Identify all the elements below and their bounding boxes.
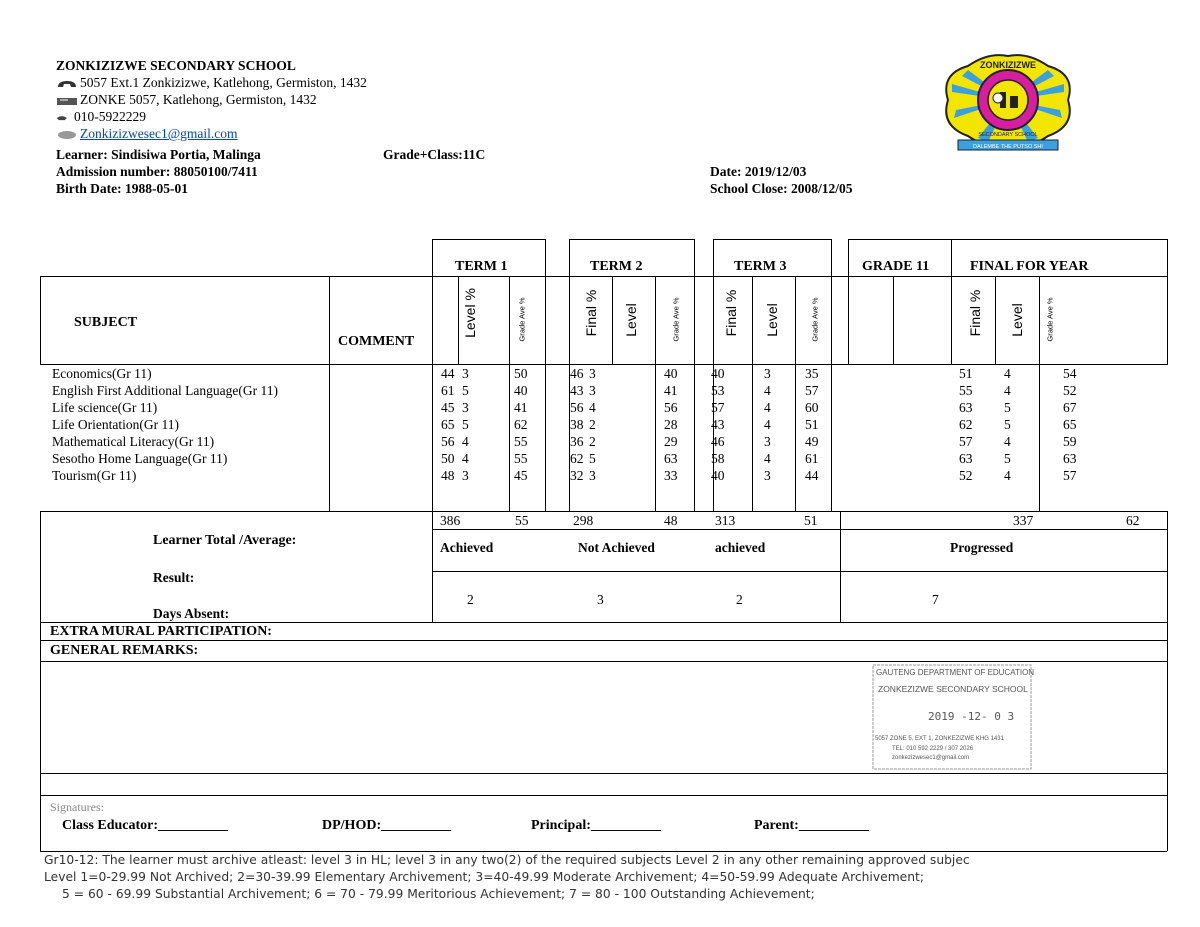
t1-total: 386	[440, 513, 461, 528]
t2-score: 56	[570, 400, 584, 415]
fy-grade-ave: 63	[1063, 451, 1077, 466]
term3-grade-ave-header: Grade Ave %	[810, 297, 820, 342]
stamp-line2: ZONKEZIZWE SECONDARY SCHOOL	[878, 684, 1028, 694]
general-remarks-label: GENERAL REMARKS:	[50, 643, 199, 658]
t1-grade-ave: 40	[514, 383, 528, 398]
principal-signature[interactable]: Principal:__________	[531, 818, 661, 833]
term3-final-pct-header: Final %	[723, 289, 739, 337]
t3-score: 53	[711, 383, 725, 398]
logo-text-top: ZONKIZIZWE	[980, 60, 1036, 70]
footer-line2: Level 1=0-29.99 Not Archived; 2=30-39.99 Elementary Archivement; 3=40-49.99 Moderate Archivement; 4=50-59.99 Adequate Archivement;	[44, 870, 924, 884]
footer-line3: 5 = 60 - 69.99 Substantial Archivement; 6 = 70 - 79.99 Meritorious Achievement; 7 = 80 - 100 Outstanding Achievement;	[62, 887, 815, 901]
grade11-header: GRADE 11	[862, 259, 930, 274]
t2-grade-ave: 40	[664, 366, 678, 381]
t3-score: 46	[711, 434, 725, 449]
fy-level: 4	[1004, 383, 1011, 398]
t3-grade-ave: 44	[805, 468, 819, 483]
t3-total: 313	[715, 513, 736, 528]
final-grade-ave-header: Grade Ave %	[1045, 297, 1055, 342]
t3-grade-ave: 57	[805, 383, 819, 398]
fy-grade-ave: 65	[1063, 417, 1077, 432]
t2-level: 3	[589, 468, 596, 483]
stamp-line6: zonkezizwesec1@gmail.com	[892, 755, 970, 761]
extra-mural-label: EXTRA MURAL PARTICIPATION:	[50, 624, 272, 639]
t2-average: 48	[664, 513, 678, 528]
t1-grade-ave: 55	[514, 434, 528, 449]
t2-level: 5	[589, 451, 596, 466]
fy-level: 5	[1004, 417, 1011, 432]
fy-level: 5	[1004, 400, 1011, 415]
grade-class: Grade+Class:11C	[383, 147, 486, 162]
t1-score: 56	[441, 434, 455, 449]
t1-grade-ave: 45	[514, 468, 528, 483]
subject-name: Mathematical Literacy(Gr 11)	[52, 434, 215, 449]
t1-grade-ave: 55	[514, 451, 528, 466]
letterhead	[56, 57, 367, 142]
fy-score: 63	[959, 400, 973, 415]
t3-result: achieved	[715, 540, 766, 555]
t2-score: 36	[570, 434, 584, 449]
t2-grade-ave: 28	[664, 417, 678, 432]
fy-score: 63	[959, 451, 973, 466]
term3-level-header: Level	[764, 303, 780, 337]
t2-total: 298	[573, 513, 594, 528]
days-absent-label: Days Absent:	[153, 606, 230, 621]
subject-header: SUBJECT	[74, 315, 138, 330]
t3-level: 4	[764, 383, 771, 398]
t2-grade-ave: 56	[664, 400, 678, 415]
birth-date: Birth Date: 1988-05-01	[56, 181, 188, 196]
fy-grade-ave: 57	[1063, 468, 1077, 483]
t2-level: 2	[589, 417, 596, 432]
t2-grade-ave: 33	[664, 468, 678, 483]
term3-header: TERM 3	[734, 259, 787, 274]
result-label: Result:	[153, 570, 195, 585]
footer-line1: Gr10-12: The learner must archive atleast: level 3 in HL; level 3 in any two(2) of the required subjects Level 2 in any other remaining approved subjec	[44, 853, 970, 867]
t3-average: 51	[804, 513, 818, 528]
fy-result: Progressed	[950, 540, 1014, 555]
term1-header: TERM 1	[455, 259, 508, 274]
t1-average: 55	[515, 513, 529, 528]
school-logo	[938, 44, 1078, 156]
fy-score: 62	[959, 417, 973, 432]
t3-grade-ave: 61	[805, 451, 819, 466]
subject-name: Tourism(Gr 11)	[52, 468, 137, 483]
t1-days-absent: 2	[467, 592, 474, 607]
t2-score: 38	[570, 417, 584, 432]
fy-score: 51	[959, 366, 973, 381]
final-pct-header: Final %	[967, 289, 983, 337]
t1-result: Achieved	[440, 540, 494, 555]
class-educator-signature[interactable]: Class Educator:__________	[62, 818, 229, 833]
term2-final-pct-header: Final %	[583, 289, 599, 337]
t3-level: 4	[764, 417, 771, 432]
fy-level: 4	[1004, 366, 1011, 381]
email-link[interactable]: Zonkizizwesec1@gmail.com	[80, 126, 238, 141]
t1-grade-ave: 41	[514, 400, 528, 415]
comment-header: COMMENT	[338, 334, 415, 349]
t1-score: 44	[441, 366, 455, 381]
final-level-header: Level	[1009, 303, 1025, 337]
report-date: Date: 2019/12/03	[710, 164, 807, 179]
t1-score: 65	[441, 417, 455, 432]
subject-name: Economics(Gr 11)	[52, 366, 152, 381]
subject-name: Life Orientation(Gr 11)	[52, 417, 179, 432]
term2-header: TERM 2	[590, 259, 643, 274]
postal-text: ZONKE 5057, Katlehong, Germiston, 1432	[80, 92, 317, 107]
fy-days-absent: 7	[932, 592, 939, 607]
t1-score: 61	[441, 383, 455, 398]
term2-grade-ave-header: Grade Ave %	[671, 297, 681, 342]
fy-score: 52	[959, 468, 973, 483]
t2-grade-ave: 29	[664, 434, 678, 449]
t1-grade-ave: 62	[514, 417, 528, 432]
t3-score: 58	[711, 451, 725, 466]
phone-icon	[56, 79, 78, 89]
fy-level: 4	[1004, 434, 1011, 449]
phone-text: 010-5922229	[74, 109, 146, 124]
t2-level: 3	[589, 383, 596, 398]
fy-score: 57	[959, 434, 973, 449]
t2-score: 43	[570, 383, 584, 398]
fy-total: 337	[1013, 513, 1034, 528]
address-line	[56, 74, 367, 91]
t1-level: 3	[462, 400, 469, 415]
postal-line	[56, 91, 367, 108]
fy-grade-ave: 52	[1063, 383, 1077, 398]
fy-grade-ave: 67	[1063, 400, 1077, 415]
stamp-line5: TEL: 010 592 2229 / 307 2026	[892, 746, 974, 752]
fy-level: 4	[1004, 468, 1011, 483]
phone-line	[56, 108, 367, 125]
stamp-line1: GAUTENG DEPARTMENT OF EDUCATION	[876, 668, 1035, 677]
term1-level-pct-header: Level %	[462, 288, 478, 338]
t3-level: 4	[764, 451, 771, 466]
telephone-icon	[56, 113, 72, 123]
term2-level-header: Level	[623, 303, 639, 337]
address-text: 5057 Ext.1 Zonkizizwe, Katlehong, Germiston, 1432	[80, 75, 367, 90]
stamp-date: 2019 -12- 0 3	[928, 710, 1015, 723]
t3-grade-ave: 51	[805, 417, 819, 432]
fy-grade-ave: 54	[1063, 366, 1077, 381]
t1-level: 5	[462, 417, 469, 432]
t2-score: 62	[570, 451, 584, 466]
t2-level: 4	[589, 400, 596, 415]
t3-grade-ave: 49	[805, 434, 819, 449]
t1-level: 4	[462, 434, 469, 449]
t1-score: 50	[441, 451, 455, 466]
learner-name: Learner: Sindisiwa Portia, Malinga	[56, 147, 261, 162]
t1-level: 3	[462, 468, 469, 483]
t3-level: 3	[764, 434, 771, 449]
t2-level: 2	[589, 434, 596, 449]
t2-level: 3	[589, 366, 596, 381]
learner-total-label: Learner Total /Average:	[153, 533, 297, 548]
email-line	[56, 125, 367, 142]
subject-name: Sesotho Home Language(Gr 11)	[52, 451, 228, 466]
t2-days-absent: 3	[597, 592, 604, 607]
subject-name: Life science(Gr 11)	[52, 400, 158, 415]
t2-result: Not Achieved	[578, 540, 655, 555]
t1-level: 5	[462, 383, 469, 398]
t3-score: 57	[711, 400, 725, 415]
t3-level: 3	[764, 468, 771, 483]
term1-grade-ave-header: Grade Ave %	[517, 297, 527, 342]
school-name: ZONKIZIZWE SECONDARY SCHOOL	[56, 58, 296, 73]
logo-text-mid: SECONDARY SCHOOL	[978, 132, 1038, 138]
admission-number: Admission number: 88050100/7411	[56, 164, 258, 179]
t3-score: 40	[711, 366, 725, 381]
subject-name: English First Additional Language(Gr 11)	[52, 383, 278, 398]
t3-grade-ave: 35	[805, 366, 819, 381]
fy-score: 55	[959, 383, 973, 398]
logo-text-bottom: DALEMBE THE PUTSO SHI	[973, 144, 1043, 150]
t3-score: 40	[711, 468, 725, 483]
t2-score: 32	[570, 468, 584, 483]
fy-grade-ave: 59	[1063, 434, 1077, 449]
final-year-header: FINAL FOR YEAR	[970, 259, 1089, 274]
dp-hod-signature[interactable]: DP/HOD:__________	[322, 818, 452, 833]
t1-score: 48	[441, 468, 455, 483]
t1-level: 3	[462, 366, 469, 381]
t3-grade-ave: 60	[805, 400, 819, 415]
fy-level: 5	[1004, 451, 1011, 466]
t1-score: 45	[441, 400, 455, 415]
signatures-title: Signatures:	[50, 800, 104, 814]
fy-average: 62	[1126, 513, 1140, 528]
parent-signature[interactable]: Parent:__________	[754, 818, 869, 833]
t3-level: 4	[764, 400, 771, 415]
school-close: School Close: 2008/12/05	[710, 181, 853, 196]
t3-days-absent: 2	[736, 592, 743, 607]
t2-grade-ave: 41	[664, 383, 678, 398]
mouse-icon	[56, 130, 78, 140]
school-stamp	[872, 664, 1035, 770]
t2-score: 46	[570, 366, 584, 381]
fax-icon	[56, 96, 78, 106]
t1-level: 4	[462, 451, 469, 466]
t2-grade-ave: 63	[664, 451, 678, 466]
t1-grade-ave: 50	[514, 366, 528, 381]
t3-level: 3	[764, 366, 771, 381]
stamp-line4: 5057 ZONE 5, EXT 1, ZONKEZIZWE KHG 1431	[875, 736, 1004, 742]
t3-score: 43	[711, 417, 725, 432]
